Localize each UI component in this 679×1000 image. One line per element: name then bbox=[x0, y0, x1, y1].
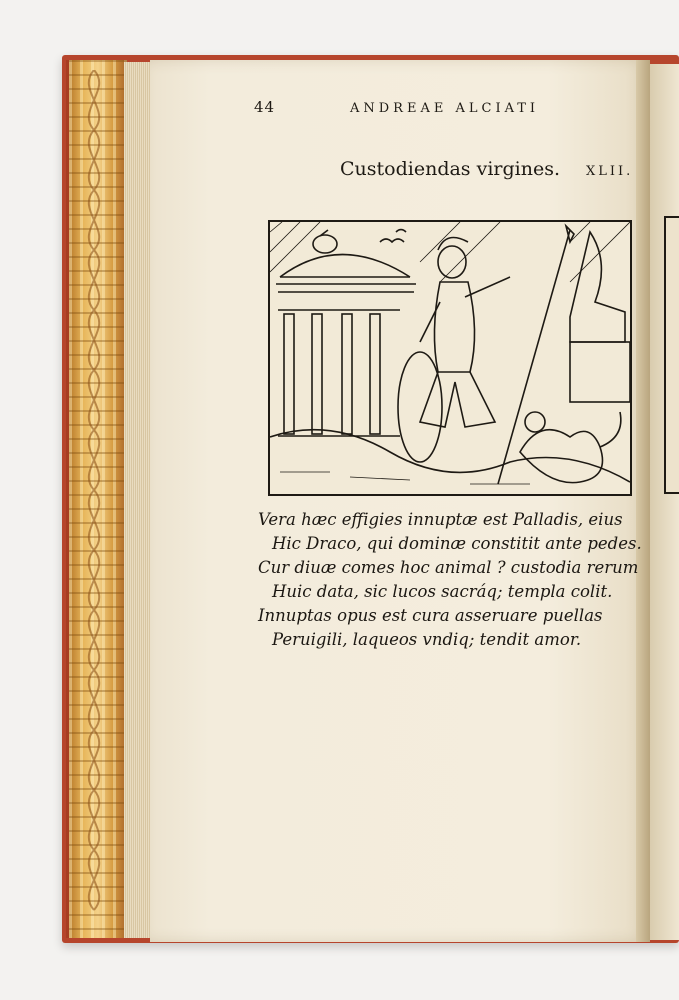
page-number: 44 bbox=[254, 98, 276, 116]
emblem-number: XLII. bbox=[586, 164, 634, 179]
verse-line: Hic Draco, qui dominæ constitit ante pedes. bbox=[272, 534, 642, 553]
emblem-title: Custodiendas virgines. bbox=[340, 158, 561, 180]
facing-woodcut bbox=[664, 216, 679, 494]
facing-page bbox=[650, 64, 679, 940]
verse-line: Innuptas opus est cura asseruare puellas bbox=[258, 606, 603, 625]
book-gutter bbox=[636, 60, 650, 942]
verse-line: Huic data, sic lucos sacráq; templa colit. bbox=[272, 582, 613, 601]
woodcut-illustration bbox=[268, 220, 632, 496]
verse-line: Cur diuæ comes hoc animal ? custodia rerum bbox=[258, 558, 639, 577]
running-head: ANDREAE ALCIATI bbox=[350, 101, 540, 116]
pallas-woodcut-icon bbox=[270, 222, 630, 494]
verse-line: Vera hæc effigies innuptæ est Palladis, eius bbox=[258, 510, 623, 529]
gilt-ornament-icon bbox=[71, 70, 117, 930]
left-page bbox=[150, 60, 648, 942]
verse-line: Peruigili, laqueos vndiq; tendit amor. bbox=[272, 630, 582, 649]
